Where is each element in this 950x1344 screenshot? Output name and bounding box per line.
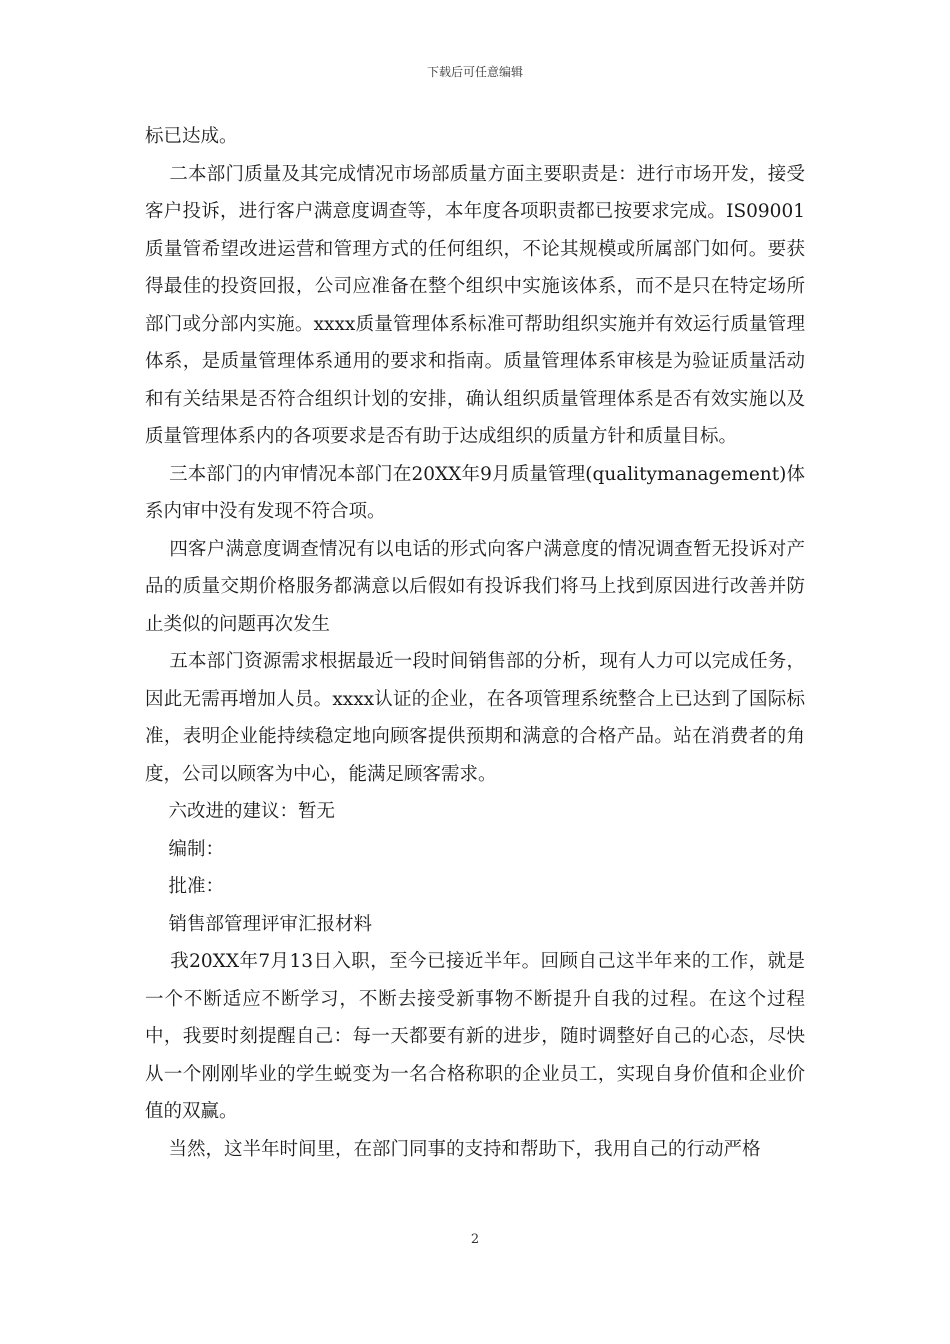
paragraph-7: 编制： bbox=[145, 838, 225, 860]
paragraph-4: 四客户满意度调查情况有以电话的形式向客户满意度的情况调查暂无投诉对产品的质量交期价格服务都满意以后假如有投诉我们将马上找到原因进行改善并防止类似的问题再次发生 bbox=[145, 538, 805, 635]
paragraph-2: 二本部门质量及其完成情况市场部质量方面主要职责是：进行市场开发，接受客户投诉，进行客户满意度调查等，本年度各项职责都已按要求完成。IS09001质量管希望改进运营和管理方式的任何组织，不论其规模或所属部门如何。要获得最佳的投资回报，公司应准备在整个组织中实施该体系，而不是只在特定场所部门或分部内实施。xxxx质量管理体系标准可帮助组织实施并有效运行质量管理体系，是质量管理体系通用的要求和指南。质量管理体系审核是为验证质量活动和有关结果是否符合组织计划的安排，确认组织质量管理体系是否有效实施以及质量管理体系内的各项要求是否有助于达成组织的质量方针和质量目标。 bbox=[145, 163, 805, 447]
paragraph-10: 我20XX年7月13日入职，至今已接近半年。回顾自己这半年来的工作，就是一个不断适应不断学习，不断去接受新事物不断提升自我的过程。在这个过程中，我要时刻提醒自己：每一天都要有新的进步，随时调整好自己的心态，尽快从一个刚刚毕业的学生蜕变为一名合格称职的企业员工，实现自身价值和企业价值的双赢。 bbox=[145, 951, 805, 1122]
paragraph-5: 五本部门资源需求根据最近一段时间销售部的分析，现有人力可以完成任务，因此无需再增加人员。xxxx认证的企业，在各项管理系统整合上已达到了国际标准，表明企业能持续稳定地向顾客提供预期和满意的合格产品。站在消费者的角度，公司以顾客为中心，能满足顾客需求。 bbox=[145, 651, 805, 785]
page-number: 2 bbox=[470, 1232, 480, 1247]
page-header: 下载后可任意编辑 bbox=[426, 65, 523, 79]
paragraph-11: 当然，这半年时间里，在部门同事的支持和帮助下，我用自己的行动严格 bbox=[145, 1138, 761, 1160]
paragraph-6: 六改进的建议：暂无 bbox=[145, 801, 336, 822]
paragraph-1: 标已达成。 bbox=[145, 126, 238, 147]
document-body bbox=[145, 118, 805, 1168]
paragraph-3: 三本部门的内审情况本部门在20XX年9月质量管理(qualitymanagement)体系内审中没有发现不符合项。 bbox=[145, 463, 805, 522]
paragraph-8: 批准： bbox=[145, 876, 225, 897]
paragraph-9: 销售部管理评审汇报材料 bbox=[145, 913, 373, 935]
